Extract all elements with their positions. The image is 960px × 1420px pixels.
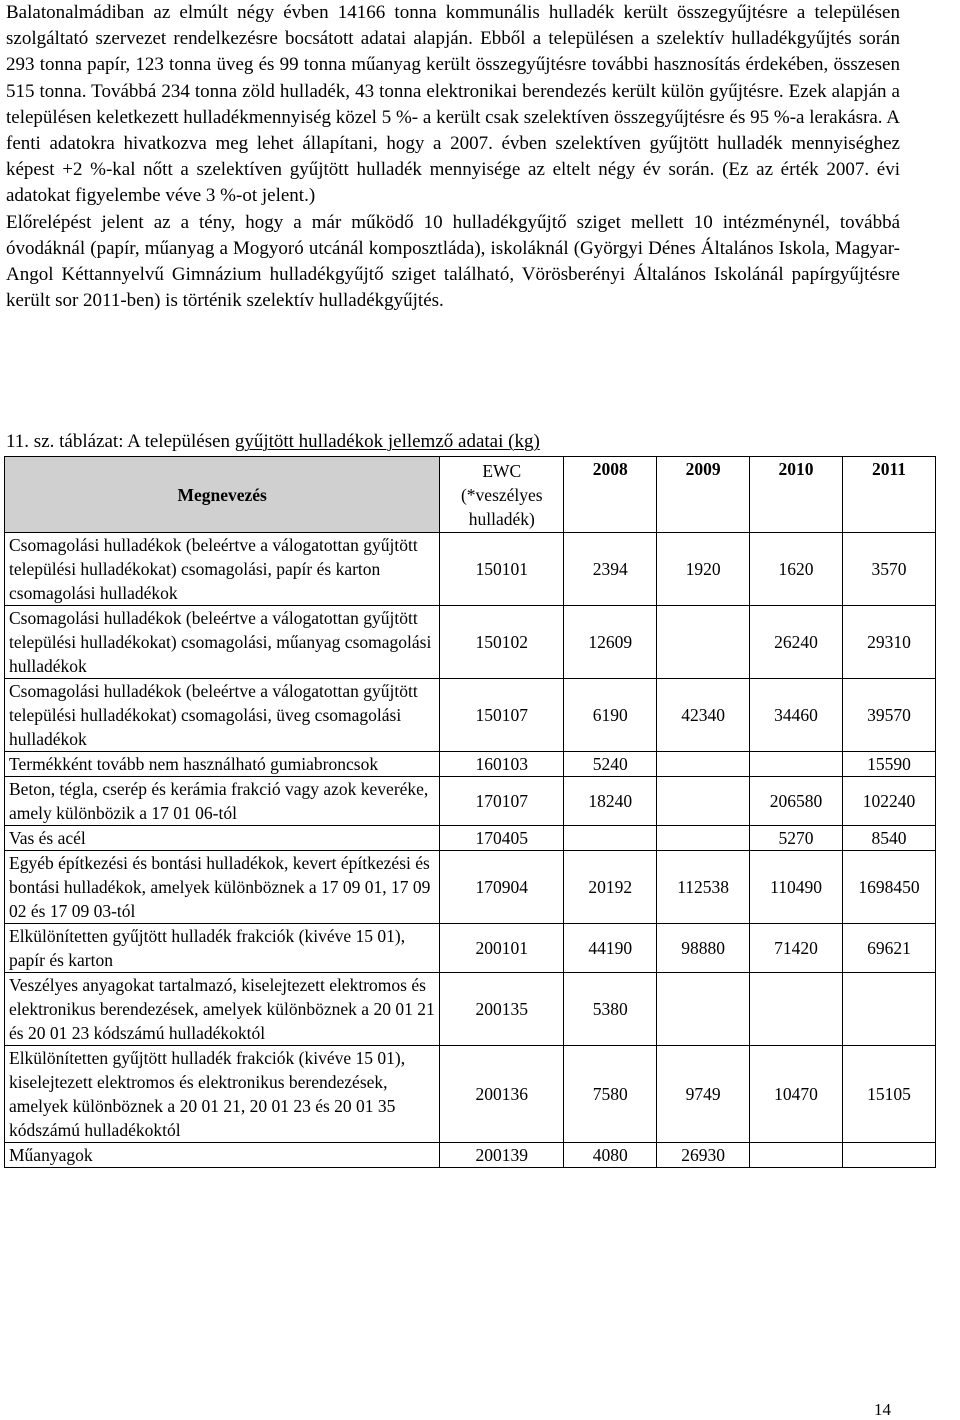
table-row	[5, 973, 936, 1046]
cell-ewc: 150101	[440, 533, 564, 606]
cell-2010	[750, 1143, 843, 1168]
cell-2008: 18240	[564, 777, 657, 826]
cell-2008: 12609	[564, 606, 657, 679]
waste-data-table	[4, 456, 936, 1168]
cell-name: Műanyagok	[5, 1143, 440, 1168]
cell-2009: 112538	[657, 851, 750, 924]
cell-2009: 42340	[657, 679, 750, 752]
cell-name: Vas és acél	[5, 826, 440, 851]
table-row	[5, 752, 936, 777]
cell-2008: 5240	[564, 752, 657, 777]
cell-2009	[657, 826, 750, 851]
cell-2008: 5380	[564, 973, 657, 1046]
cell-2011: 29310	[843, 606, 936, 679]
cell-2010: 5270	[750, 826, 843, 851]
cell-name: Csomagolási hulladékok (beleértve a válogatottan gyűjtött települési hulladékokat) csomagolási, üveg csomagolási hulladékok	[5, 679, 440, 752]
table-row	[5, 533, 936, 606]
table-caption	[6, 429, 540, 455]
cell-2010	[750, 973, 843, 1046]
table-row	[5, 1046, 936, 1143]
cell-2008: 20192	[564, 851, 657, 924]
cell-2009: 1920	[657, 533, 750, 606]
cell-2010: 10470	[750, 1046, 843, 1143]
cell-2008: 4080	[564, 1143, 657, 1168]
cell-2011: 15105	[843, 1046, 936, 1143]
header-ewc: EWC (*veszélyes hulladék)	[440, 457, 564, 533]
table-row	[5, 777, 936, 826]
paragraph-waste-statistics: Balatonalmádiban az elmúlt négy évben 14166 tonna kommunális hulladék került összegyűjtésre a településen szolgáltató szervezet rendelkezésre bocsátott adatai alapján. Ebből a településen a szelektív hulladékgyűjtés során 293 tonna papír, 123 tonna üveg és 99 tonna műanyag került összegyűjtésre további hasznosítás érdekében, összesen 515 tonna. Továbbá 234 tonna zöld hulladék, 43 tonna elektronikai berendezés került külön gyűjtésre. Ezek alapján a településen keletkezett hulladékmennyiség közel 5 %- a került csak szelektíven összegyűjtésre és 95 %-a lerakásra. A fenti adatokra hivatkozva meg lehet állapítani, hogy a 2007. évben szelektíven gyűjtött hulladék mennyiséghez képest +2 %-kal nőtt a szelektíven gyűjtött hulladék mennyisége az eltelt négy év során. (Ez az érték 2007. évi adatokat figyelembe véve 3 %-ot jelent.)	[6, 2, 900, 207]
table-body	[5, 533, 936, 1168]
cell-ewc: 170904	[440, 851, 564, 924]
cell-2011	[843, 973, 936, 1046]
cell-2011: 15590	[843, 752, 936, 777]
header-year-2011: 2011	[843, 457, 936, 533]
cell-ewc: 200136	[440, 1046, 564, 1143]
table-row	[5, 826, 936, 851]
cell-2010: 206580	[750, 777, 843, 826]
cell-2010: 34460	[750, 679, 843, 752]
cell-2011: 39570	[843, 679, 936, 752]
cell-name: Elkülönítetten gyűjtött hulladék frakciók (kivéve 15 01), kiselejtezett elektromos és elektronikus berendezések, amelyek különböznek a 20 01 21, 20 01 23 és 20 01 35 kódszámú hulladékoktól	[5, 1046, 440, 1143]
cell-2011: 3570	[843, 533, 936, 606]
cell-2009	[657, 777, 750, 826]
cell-2010: 26240	[750, 606, 843, 679]
cell-ewc: 200101	[440, 924, 564, 973]
cell-2008: 44190	[564, 924, 657, 973]
cell-2009: 26930	[657, 1143, 750, 1168]
cell-ewc: 150102	[440, 606, 564, 679]
cell-2011: 69621	[843, 924, 936, 973]
cell-ewc: 200139	[440, 1143, 564, 1168]
cell-2009	[657, 606, 750, 679]
page-number: 14	[874, 1400, 891, 1419]
cell-2010: 110490	[750, 851, 843, 924]
cell-name: Egyéb építkezési és bontási hulladékok, kevert építkezési és bontási hulladékok, amelyek különböznek a 17 09 01, 17 09 02 és 17 09 03-tól	[5, 851, 440, 924]
table-row	[5, 851, 936, 924]
cell-ewc: 150107	[440, 679, 564, 752]
table-caption-underlined: gyűjtött hulladékok jellemző adatai (kg)	[234, 431, 540, 452]
cell-name: Csomagolási hulladékok (beleértve a válogatottan gyűjtött települési hulladékokat) csomagolási, műanyag csomagolási hulladékok	[5, 606, 440, 679]
paragraph-selective-collection: Előrelépést jelent az a tény, hogy a már működő 10 hulladékgyűjtő sziget mellett 10 intézménynél, továbbá óvodáknál (papír, műanyag a Mogyoró utcánál komposztláda), iskoláknál (Györgyi Dénes Általános Iskola, Magyar-Angol Kéttannyelvű Gimnázium hulladékgyűjtő sziget található, Vörösberényi Általános Iskolánál papírgyűjtésre került sor 2011-ben) is történik szelektív hulladékgyűjtés.	[6, 211, 900, 312]
cell-2009: 9749	[657, 1046, 750, 1143]
cell-2008: 6190	[564, 679, 657, 752]
table-header-row	[5, 457, 936, 533]
cell-ewc: 170107	[440, 777, 564, 826]
cell-2008	[564, 826, 657, 851]
cell-2011: 1698450	[843, 851, 936, 924]
table-row	[5, 679, 936, 752]
cell-2011: 102240	[843, 777, 936, 826]
document-body	[6, 0, 900, 314]
header-name: Megnevezés	[5, 457, 440, 533]
cell-name: Termékként tovább nem használható gumiabroncsok	[5, 752, 440, 777]
cell-name: Elkülönítetten gyűjtött hulladék frakciók (kivéve 15 01), papír és karton	[5, 924, 440, 973]
cell-name: Beton, tégla, cserép és kerámia frakció vagy azok keveréke, amely különbözik a 17 01 06-tól	[5, 777, 440, 826]
header-year-2008: 2008	[564, 457, 657, 533]
table-row	[5, 924, 936, 973]
cell-name: Veszélyes anyagokat tartalmazó, kiselejtezett elektromos és elektronikus berendezések, amelyek különböznek a 20 01 21 és 20 01 23 kódszámú hulladékoktól	[5, 973, 440, 1046]
cell-2008: 7580	[564, 1046, 657, 1143]
table-row	[5, 1143, 936, 1168]
cell-2009: 98880	[657, 924, 750, 973]
cell-2010: 71420	[750, 924, 843, 973]
cell-ewc: 160103	[440, 752, 564, 777]
header-year-2010: 2010	[750, 457, 843, 533]
header-year-2009: 2009	[657, 457, 750, 533]
cell-2009	[657, 752, 750, 777]
cell-name: Csomagolási hulladékok (beleértve a válogatottan gyűjtött települési hulladékokat) csomagolási, papír és karton csomagolási hulladékok	[5, 533, 440, 606]
cell-2008: 2394	[564, 533, 657, 606]
cell-2011: 8540	[843, 826, 936, 851]
cell-2010: 1620	[750, 533, 843, 606]
cell-2009	[657, 973, 750, 1046]
cell-2010	[750, 752, 843, 777]
cell-ewc: 200135	[440, 973, 564, 1046]
cell-ewc: 170405	[440, 826, 564, 851]
table-row	[5, 606, 936, 679]
cell-2011	[843, 1143, 936, 1168]
table-caption-prefix: 11. sz. táblázat: A településen	[6, 431, 235, 452]
